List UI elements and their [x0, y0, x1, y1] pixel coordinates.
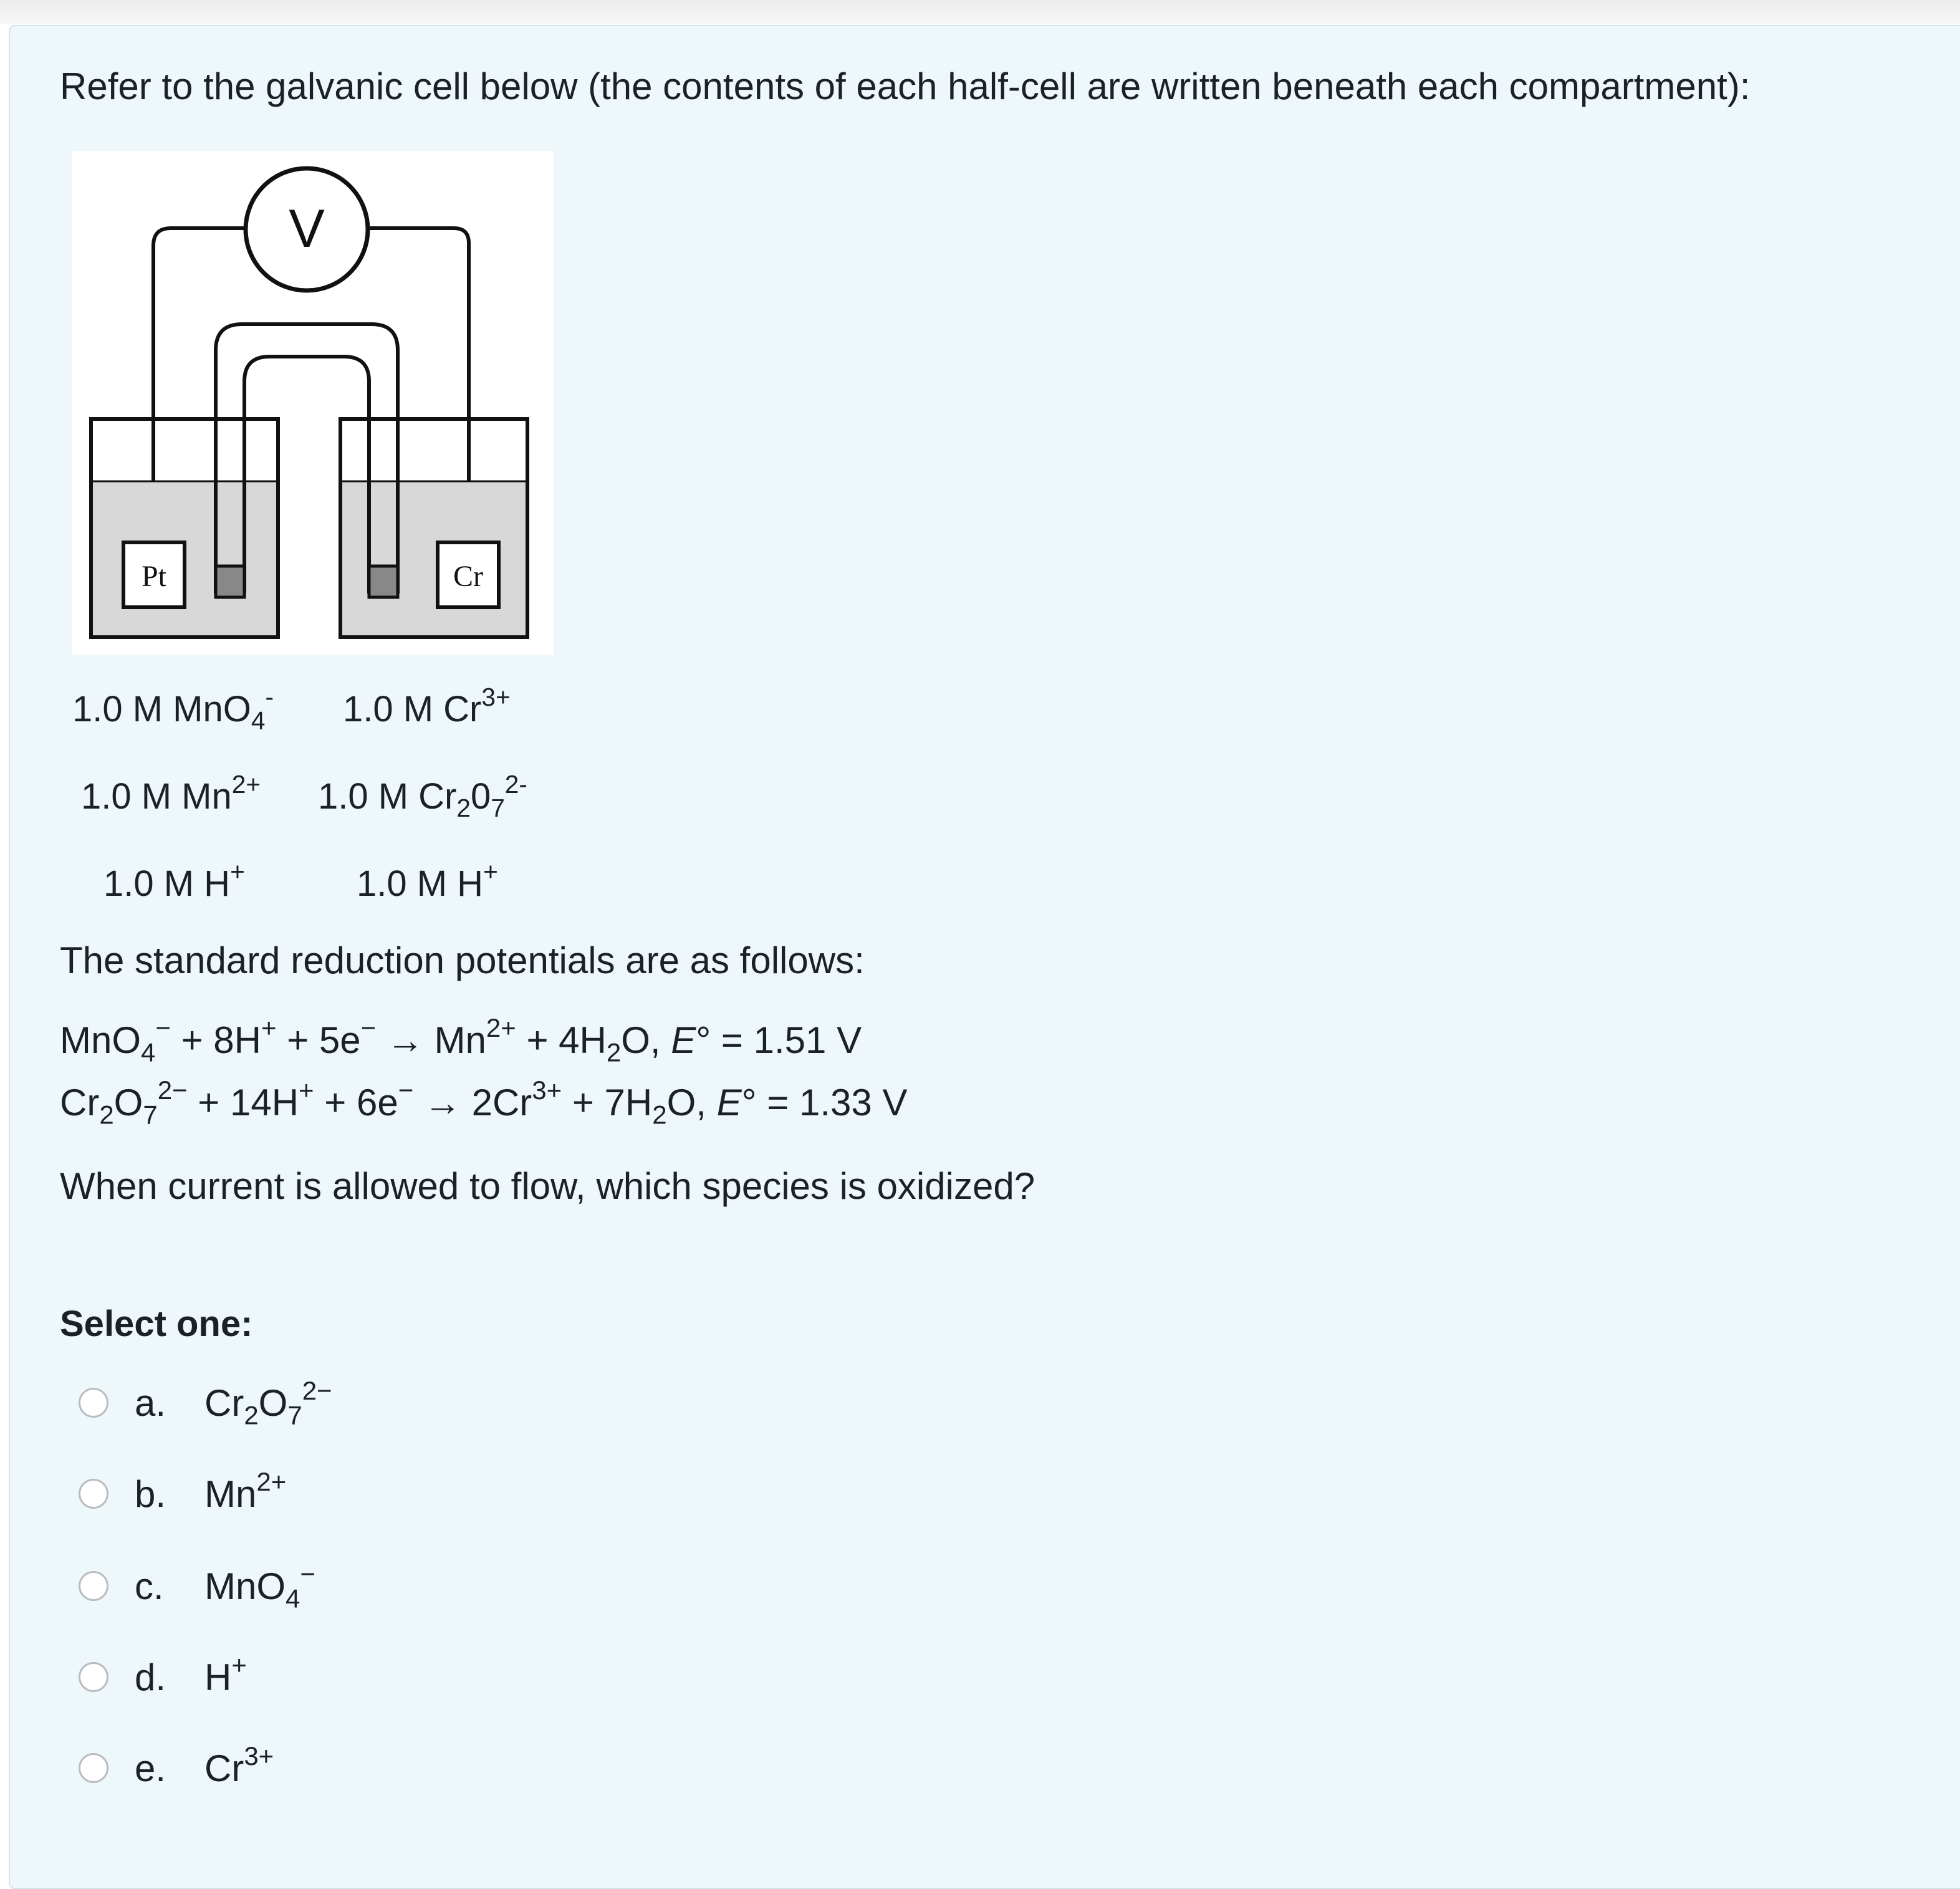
- reduction-equation-2: $Cr_2O_7^{2-} + 14H^+ + 6e^- \to 2Cr^{3+} + 7H_2O$, E° = 1.33 V: [60, 1075, 908, 1130]
- radio-a[interactable]: [79, 1388, 108, 1418]
- left-conc-1: 1.0 M MnO$_4$-: [72, 682, 274, 735]
- option-b-letter: b.: [135, 1473, 166, 1515]
- right-conc-2: 1.0 M $Cr_20_7^{2-}$: [318, 769, 527, 822]
- question-text: When current is allowed to flow, which species is oxidized?: [60, 1165, 1035, 1207]
- radio-b[interactable]: [79, 1479, 108, 1509]
- salt-bridge-plug-right: [369, 566, 398, 597]
- option-b[interactable]: [79, 1466, 515, 1520]
- option-e-letter: e.: [135, 1747, 166, 1789]
- left-conc-3: 1.0 M H+: [103, 857, 245, 904]
- option-a-letter: a.: [135, 1382, 166, 1424]
- option-a-text: $Cr_2O_7^{2-}$: [204, 1375, 332, 1430]
- reduction-equation-1: $MnO_4^- + 8H^+ + 5e^- \to Mn^{2+} + 4H_2O$, E° = 1.51 V: [60, 1012, 862, 1067]
- galvanic-cell-svg: [72, 151, 554, 655]
- option-d-letter: d.: [135, 1656, 166, 1698]
- right-conc-3: 1.0 M H+: [357, 857, 498, 904]
- option-e-text: $Cr^{3+}$: [204, 1741, 274, 1789]
- option-c[interactable]: [79, 1559, 515, 1613]
- radio-e[interactable]: [79, 1753, 108, 1783]
- right-conc-1: 1.0 M $Cr^{3+}$: [343, 682, 511, 729]
- browser-top-strip: [0, 0, 1960, 24]
- question-prompt: Refer to the galvanic cell below (the contents of each half-cell are written beneath each compartment):: [60, 65, 1751, 107]
- option-c-text: MnO$_4$−: [204, 1559, 315, 1613]
- option-d-text: H+: [204, 1650, 247, 1698]
- radio-c[interactable]: [79, 1571, 108, 1601]
- cr-electrode-label: Cr: [453, 560, 483, 593]
- select-one-label: Select one:: [60, 1304, 253, 1344]
- option-d[interactable]: [79, 1650, 515, 1703]
- left-conc-2: 1.0 M $Mn^{2+}$: [81, 769, 261, 817]
- option-a[interactable]: [79, 1375, 515, 1430]
- potentials-intro: The standard reduction potentials are as follows:: [60, 940, 865, 981]
- voltmeter-label: V: [289, 199, 325, 259]
- salt-bridge-plug-left: [216, 566, 244, 597]
- radio-d[interactable]: [79, 1662, 108, 1692]
- pt-electrode-label: Pt: [141, 560, 167, 593]
- option-c-letter: c.: [135, 1565, 164, 1607]
- galvanic-cell-diagram: [72, 151, 554, 655]
- option-b-text: $Mn^{2+}$: [204, 1466, 287, 1515]
- option-e[interactable]: [79, 1741, 515, 1794]
